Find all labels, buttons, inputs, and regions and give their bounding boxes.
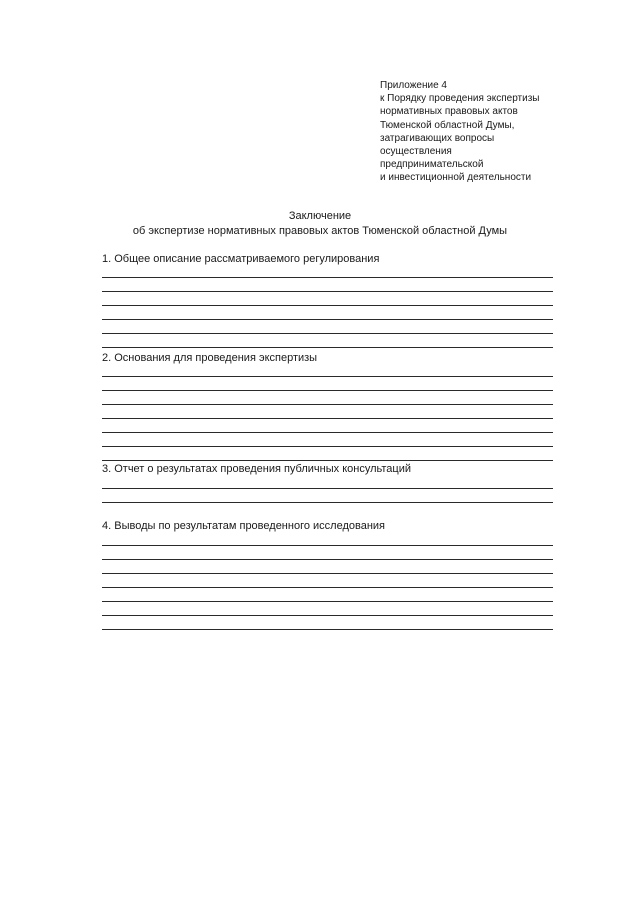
section-heading-general-description: 1. Общее описание рассматриваемого регулирования <box>102 253 380 265</box>
blank-fill-line <box>102 629 553 630</box>
blank-fill-line <box>102 460 553 461</box>
blank-fill-line <box>102 418 553 419</box>
appendix-line: и инвестиционной деятельности <box>380 172 532 184</box>
appendix-note <box>380 79 540 185</box>
appendix-line: Тюменской областной Думы, <box>380 119 515 131</box>
blank-fill-line <box>102 390 553 391</box>
blank-fill-line <box>102 559 553 560</box>
blank-fill-line <box>102 488 553 489</box>
blank-fill-line <box>102 446 553 447</box>
document-title: Заключение <box>288 210 352 222</box>
blank-fill-line <box>102 333 553 334</box>
appendix-line: Приложение 4 <box>380 80 447 91</box>
section-heading-consultations: 3. Отчет о результатах проведения публичных консультаций <box>102 463 411 475</box>
blank-fill-line <box>102 587 553 588</box>
appendix-line: предпринимательской <box>380 159 484 171</box>
section-heading-conclusions: 4. Выводы по результатам проведенного исследования <box>102 520 386 532</box>
blank-fill-line <box>102 573 553 574</box>
appendix-line: осуществления <box>380 146 452 158</box>
blank-fill-line <box>102 545 553 546</box>
blank-fill-line <box>102 502 553 503</box>
blank-fill-line <box>102 305 553 306</box>
blank-fill-line <box>102 376 553 377</box>
blank-fill-line <box>102 601 553 602</box>
section-heading-grounds: 2. Основания для проведения экспертизы <box>102 352 318 364</box>
blank-fill-line <box>102 319 553 320</box>
blank-fill-line <box>102 404 553 405</box>
blank-fill-line <box>102 291 553 292</box>
appendix-line: нормативных правовых актов <box>380 106 518 118</box>
blank-fill-line <box>102 432 553 433</box>
document-subtitle: об экспертизе нормативных правовых актов Тюменской областной Думы <box>132 225 508 237</box>
blank-fill-line <box>102 347 553 348</box>
blank-fill-line <box>102 615 553 616</box>
appendix-line: к Порядку проведения экспертизы <box>380 93 540 105</box>
appendix-line: затрагивающих вопросы <box>380 132 495 144</box>
blank-fill-line <box>102 277 553 278</box>
